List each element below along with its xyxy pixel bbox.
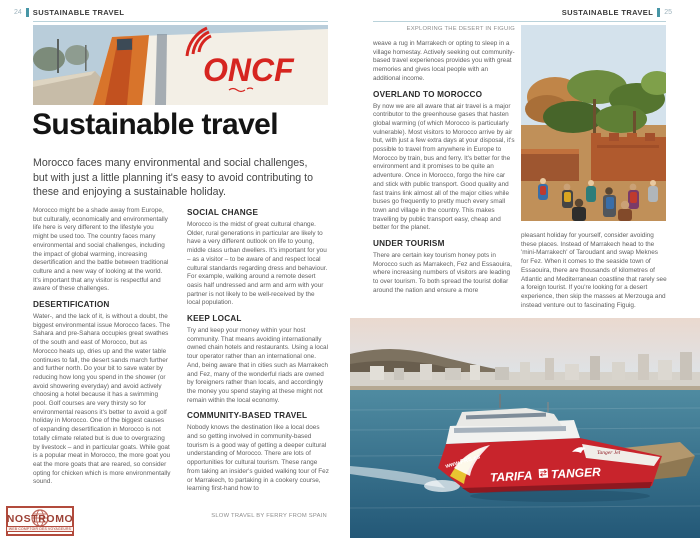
header-accent-bar: [657, 8, 660, 17]
heading-desertification: DESERTIFICATION: [33, 300, 110, 310]
heading-under-tourism: UNDER TOURISM: [373, 239, 445, 249]
lamp-post: [85, 45, 87, 71]
ship-shadow: [470, 490, 650, 502]
train-door: [155, 34, 167, 105]
heading-overland-to-morocco: OVERLAND TO MOROCCO: [373, 89, 483, 99]
desert-photo: [521, 25, 666, 221]
right-page-header: [562, 8, 672, 17]
ship-name-label: Tanger Jet: [597, 450, 621, 456]
right-section-label: SUSTAINABLE TRAVEL: [561, 8, 654, 17]
left-header-rule: [33, 21, 328, 22]
route-tarifa: TARIFA: [489, 468, 533, 485]
ferry-photo: [350, 318, 700, 538]
body-paragraph: Try and keep your money within your host community. That means avoiding internationally owned chain hotels and restaurants. Using a local tour operator rather than an international one. And, being aware that in cities such as Marrakech and Fez, many of the wonderful riads are owned by foreigners rather than locals, and accordingly the money you spend staying at these might not remain within the local economy.: [187, 327, 329, 404]
body-paragraph: Morocco might be a shade away from Europe, but culturally, economically and environmentally life here is very different to the lifestyle you might be used too. The country faces many environmental and social challenges, including the impact of global warming, increasing desertification and the battle between traditional culture and a new way of looking at the world. It's important that any visitor is respectful and aware of these challenges.: [33, 207, 169, 293]
body-paragraph: Nobody knows the destination like a local does and so getting involved in community-based tourism is a good way of getting a deeper cultural understanding of Morocco. There are lots of opportunities for cultural tourism. These range from taking an insider's guided walking tour of Fez or Marrakech, to partaking in a cookery course, learning first-hand how to: [187, 424, 329, 493]
left-section-label: SUSTAINABLE TRAVEL: [32, 8, 125, 17]
body-paragraph: Water-, and the lack of it, is without a doubt, the biggest environmental issue Morocco faces. The Sahara and pre-Sahara occupies great swathes of the south and east of Morocco, but as Morocco heats up, dries up and the water table continues to fall, the desert sands march further and further north. Do your bit to save water by reducing how long you spend in the shower (or avoid showering everyday) and avoid actively choosing a hotel because it has a swimming pool. Golf courses are very thirsty so for environmental reasons it's better to avoid a golf holiday in Morocco. One of the biggest causes of expanding desertification in Morocco is not totally climate related but is due to overgrazing by livestock – and in particular goats. While goat is a popular meat in Morocco, the more goat you eat the more goats that are reared, so consider opting for chicken which is more environmentally sound.: [33, 313, 171, 486]
wake-foam: [424, 480, 460, 492]
left-column-1: [33, 207, 171, 493]
train-photo: [33, 25, 328, 105]
oncf-logo-text: ONCF: [203, 52, 294, 88]
right-column-2: [521, 232, 667, 316]
shoreline: [350, 386, 700, 390]
ferry-photo-caption: SLOW TRAVEL BY FERRY FROM SPAIN: [211, 513, 327, 519]
page-title: Sustainable travel: [32, 108, 278, 141]
header-accent-bar: [26, 8, 29, 17]
intro-paragraph: Morocco faces many environmental and social challenges, but with just a little planning it's easy to avoid contributing to these and enjoying a sustainable holiday.: [33, 157, 313, 199]
heading-social-change: SOCIAL CHANGE: [187, 208, 259, 217]
left-page-header: [14, 8, 124, 17]
body-paragraph: pleasant holiday for yourself, consider avoiding these places. Instead of Marrakech head to the 'mini-Marrakech' of Taroudant and swap Meknes for Fez. When it comes to the seaside town of Essaouira, there are thousands of kilometres of Atlantic and Mediterranean coastline that rarely see a foreign tourist. If you're looking for a desert experience, then skip the masses at Merzouga and instead venture out to fascinating Figuig.: [521, 232, 667, 309]
heading-keep-local: KEEP LOCAL: [187, 314, 242, 324]
left-column-2: [187, 207, 329, 500]
lamp-post: [57, 39, 59, 73]
body-paragraph: weave a rug in Marrakech or opting to sleep in a village homestay. Actively seeking out community-based travel experiences provides you with great memories and gives local people with an additional income.: [373, 40, 515, 82]
right-column-1: [373, 40, 515, 302]
body-paragraph: Morocco is the midst of great cultural change. Older, rural generations in particular are likely to have a very different outlook on life to young, middle class urban dwellers. It's important for you – as a visitor – to be aware of and respect local cultural standards regarding dress and behaviour. For example, walking around a remote desert oasis half undressed and arm and arm with your partner is not likely to be well-received by the local population.: [187, 221, 328, 307]
heading-community-based-travel: COMMUNITY-BASED TRAVEL: [187, 411, 308, 421]
route-tanger: TANGER: [550, 464, 602, 482]
watermark-tagline: WEB COMPTOIR DES VOYAGEURS: [6, 526, 74, 532]
nostromo-watermark: [6, 506, 74, 536]
tree-blur: [33, 47, 65, 71]
right-header-rule: [373, 21, 666, 22]
desert-photo-caption: EXPLORING THE DESERT IN FIGUIG: [406, 26, 515, 32]
train-window: [117, 39, 132, 51]
body-paragraph: There are certain key tourism honey pots in Morocco such as Marrakech, Fez and Essaouira, where increasing numbers of visitors are leading to over tourism. To both spread the tourist dollar around the nation and ensure a more: [373, 252, 512, 294]
ferry-url-label: www.FRS.es: [444, 454, 481, 470]
watermark-name: NOSTROMO: [6, 512, 74, 525]
right-page-number: 25: [664, 9, 672, 16]
left-page-number: 24: [14, 9, 22, 16]
body-paragraph: By now we are all aware that air travel is a major contributor to the greenhouse gases that hasten global warming (of which Morocco is particularly vulnerable). Most visitors to Morocco arrive by air but, with just a few extra days at your disposal, it's possible to travel from anywhere in Europe to Morocco by train, bus and ferry. It's better for the environment and it promises to be quite an adventure. Once in Morocco, forgo the hire car and stick with public transport. Good quality and fast trains link almost all of the major cities while buses go frequently to pretty much every small town and village in the country. This makes travelling by public transport easy, cheap and better for the planet.: [373, 102, 515, 232]
